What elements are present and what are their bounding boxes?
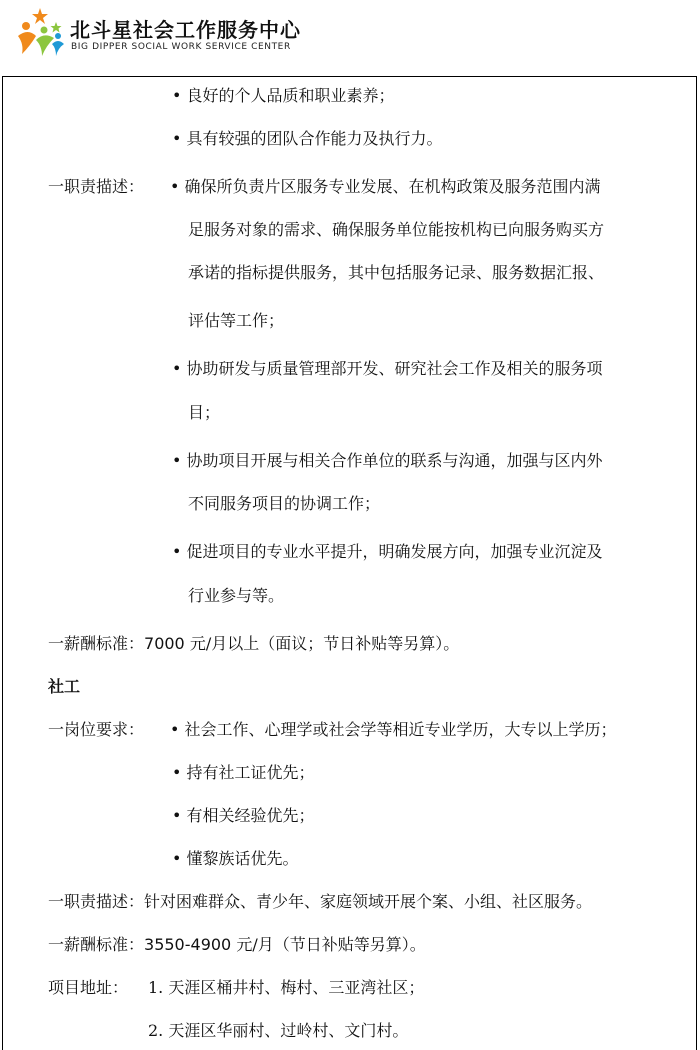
- duty-text: 针对困难群众、青少年、家庭领域开展个案、小组、社区服务。: [144, 892, 593, 911]
- requirement-label: 一岗位要求：: [48, 720, 145, 739]
- duty-label: 一职责描述：: [48, 177, 145, 196]
- address-item: 2. 天涯区华丽村、过岭村、文门村。: [148, 1021, 409, 1040]
- duty-line: 足服务对象的需求、确保服务单位能按机构已向服务购买方: [188, 220, 605, 239]
- salary-line: [48, 634, 459, 654]
- org-name-cn: 北斗星社会工作服务中心: [70, 18, 301, 42]
- duty-line: 目；: [188, 403, 221, 422]
- address-item: 1. 天涯区桶井村、梅村、三亚湾社区；: [148, 978, 425, 997]
- duty-line: • 协助项目开展与相关合作单位的联系与沟通，加强与区内外: [172, 451, 603, 470]
- requirement-item: • 社会工作、心理学或社会学等相近专业学历，大专以上学历；: [170, 720, 617, 739]
- requirement-item: • 懂黎族话优先。: [172, 849, 299, 868]
- duty-line: • 促进项目的专业水平提升，明确发展方向，加强专业沉淀及: [172, 542, 603, 561]
- address-label: 项目地址：: [48, 978, 129, 997]
- requirement-item: • 良好的个人品质和职业素养；: [172, 86, 395, 105]
- org-logo-icon: [14, 6, 66, 58]
- duty-line: 不同服务项目的协调工作；: [188, 494, 381, 513]
- salary-amount: 7000: [144, 634, 185, 653]
- duty-line: 评估等工作；: [188, 311, 285, 330]
- salary-note: 元/月以上（面议；节日补贴等另算）。: [184, 634, 460, 653]
- page-header: [0, 0, 700, 76]
- requirement-item: • 具有较强的团队合作能力及执行力。: [172, 129, 443, 148]
- duty-label: 一职责描述：: [48, 892, 145, 911]
- duty-line: • 协助研发与质量管理部开发、研究社会工作及相关的服务项: [172, 359, 603, 378]
- requirement-item: • 有相关经验优先；: [172, 806, 315, 825]
- duty-line: • 确保所负责片区服务专业发展、在机构政策及服务范围内满: [170, 177, 601, 196]
- salary-label: 一薪酬标准：: [48, 634, 145, 653]
- duty-line: [48, 892, 592, 912]
- salary-line: [48, 935, 426, 955]
- position-title: 社工: [48, 677, 81, 696]
- salary-note: 元/月（节日补贴等另算）。: [231, 935, 426, 954]
- salary-amount: 3550-4900: [144, 935, 232, 954]
- duty-line: 行业参与等。: [188, 586, 285, 605]
- org-name-en: BIG DIPPER SOCIAL WORK SERVICE CENTER: [71, 42, 291, 52]
- requirement-item: • 持有社工证优先；: [172, 763, 315, 782]
- duty-line: 承诺的指标提供服务，其中包括服务记录、服务数据汇报、: [188, 263, 605, 282]
- salary-label: 一薪酬标准：: [48, 935, 145, 954]
